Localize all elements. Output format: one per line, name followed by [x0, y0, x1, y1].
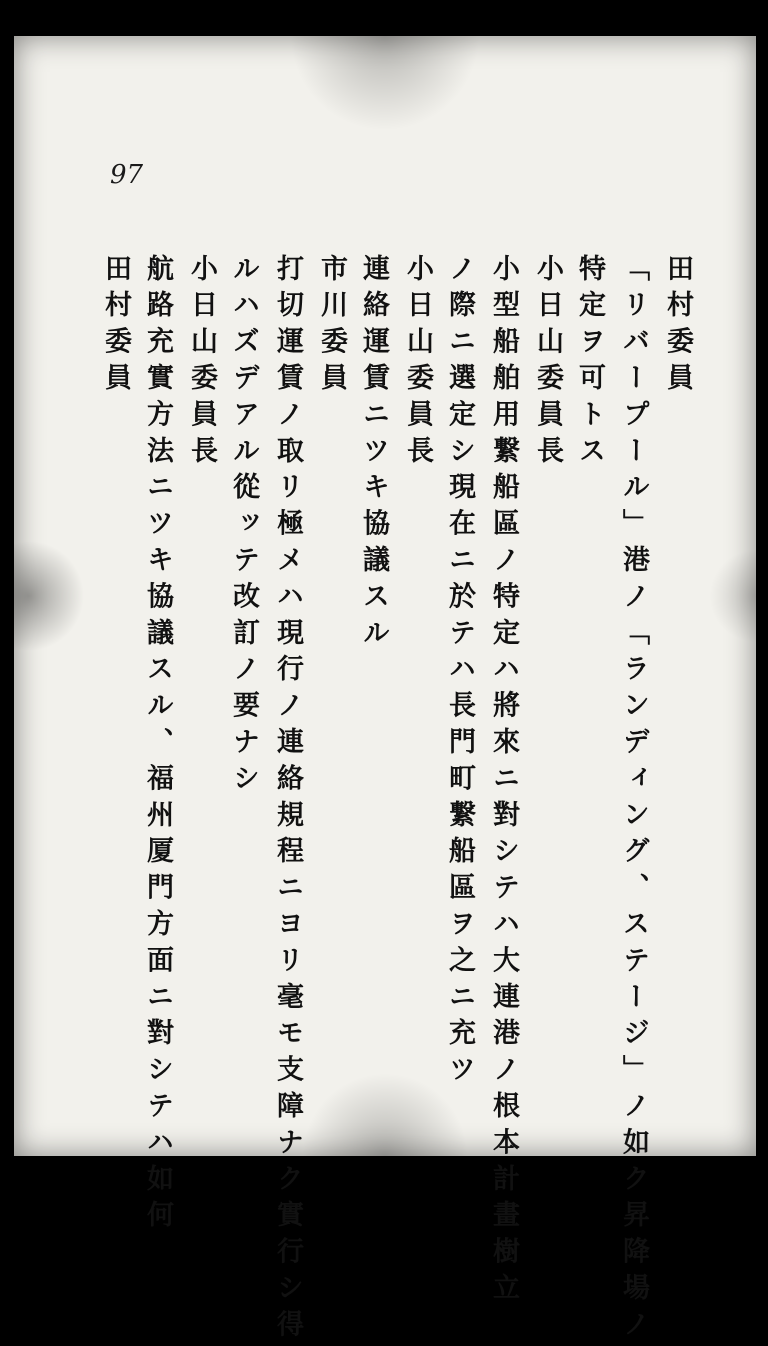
text-column-10: 打切運賃ノ取リ極メハ現行ノ連絡規程ニヨリ毫モ支障ナク實行シ得	[272, 254, 303, 1346]
text-column-4: 小日山委員長	[532, 254, 563, 473]
text-column-9: 市川委員	[316, 254, 347, 400]
text-column-13: 航路充實方法ニツキ協議スル、福州厦門方面ニ對シテハ如何	[142, 254, 173, 1237]
text-column-3: 特定ヲ可トス	[574, 254, 605, 473]
document-page	[14, 36, 756, 1346]
text-column-8: 連絡運賃ニツキ協議スル	[358, 254, 389, 655]
text-column-1: 田村委員	[662, 254, 693, 400]
text-column-11: ルハズデアル從ッテ改訂ノ要ナシ	[228, 254, 259, 800]
text-column-12: 小日山委員長	[186, 254, 217, 473]
text-column-2: 「リバープール」港ノ「ランディング、ステージ」ノ如ク昇降場ノ	[618, 254, 649, 1346]
text-column-14: 田村委員	[100, 254, 131, 400]
text-column-5: 小型船舶用繋船區ノ特定ハ將來ニ對シテハ大連港ノ根本計畫樹立	[488, 254, 519, 1310]
text-column-6: ノ際ニ選定シ現在ニ於テハ長門町繋船區ヲ之ニ充ツ	[444, 254, 475, 1092]
text-column-7: 小日山委員長	[402, 254, 433, 473]
page-number: 97	[110, 160, 144, 190]
